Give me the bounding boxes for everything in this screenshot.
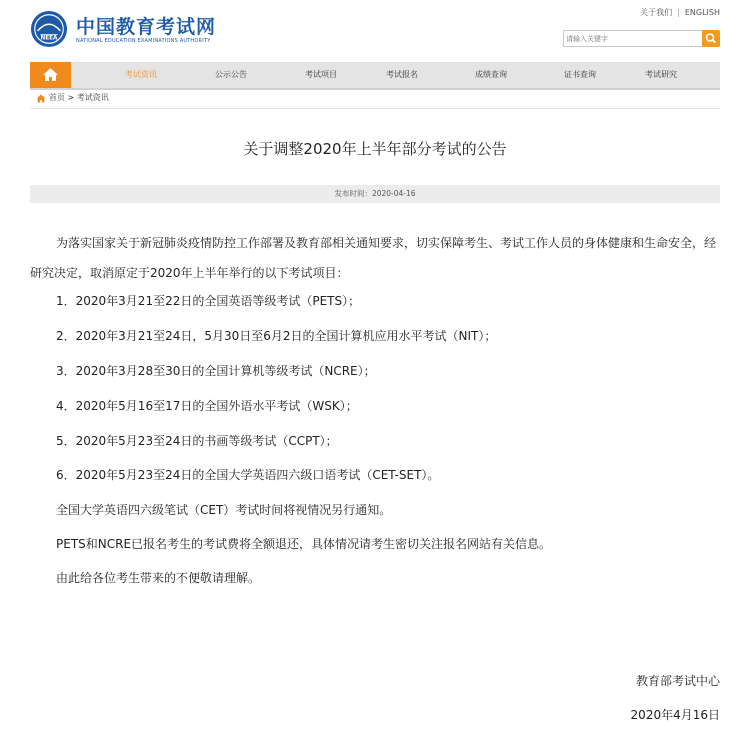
search-box	[563, 30, 720, 47]
signature: 教育部考试中心	[635, 674, 720, 688]
list-item: 4．2020年5月16至17日的全国外语水平考试（WSK）；	[56, 399, 358, 413]
breadcrumb-current[interactable]: 考试资讯	[76, 93, 109, 102]
article-intro: 为落实国家关于新冠肺炎疫情防控工作部署及教育部相关通知要求，切实保障考生、考试工作人员的身体健康和生命安全，经研究决定，取消原定于2020年上半年举行的以下考试项目：	[30, 236, 717, 280]
breadcrumb-separator: >	[67, 93, 75, 102]
publish-date-bar	[30, 185, 720, 203]
nav-item-score-query[interactable]: 成绩查询	[475, 70, 507, 79]
publish-label: 发布时间：	[334, 189, 372, 198]
nav-item-exam-research[interactable]: 考试研究	[645, 70, 677, 79]
link-separator: |	[677, 8, 680, 17]
search-input[interactable]	[563, 30, 703, 47]
breadcrumb-divider	[30, 108, 720, 109]
nav-home-button[interactable]	[30, 62, 71, 88]
search-button[interactable]	[702, 30, 720, 47]
nav-item-exam-news[interactable]: 考试资讯	[125, 70, 157, 79]
breadcrumb-home-link[interactable]: 首页	[49, 93, 65, 102]
breadcrumb-home-icon	[36, 94, 46, 103]
logo-subtitle: NATIONAL EDUCATION EXAMINATIONS AUTHORITY	[76, 38, 211, 44]
home-icon	[30, 62, 71, 88]
nav-item-announcements[interactable]: 公示公告	[215, 70, 247, 79]
list-item: 1．2020年3月21至22日的全国英语等级考试（PETS）；	[56, 294, 361, 308]
logo-title: 中国教育考试网	[76, 16, 217, 38]
neea-emblem-icon	[30, 10, 68, 48]
nav-item-exam-projects[interactable]: 考试项目	[305, 70, 337, 79]
site-logo[interactable]	[30, 8, 230, 52]
svg-text:NEEA: NEEA	[40, 35, 58, 42]
english-link[interactable]: ENGLISH	[684, 8, 720, 17]
publish-date: 2020-04-16	[371, 189, 416, 198]
page-wrapper	[30, 0, 720, 749]
list-item: 3．2020年3月28至30日的全国计算机等级考试（NCRE）；	[56, 364, 376, 378]
main-nav	[30, 62, 720, 90]
article-title: 关于调整2020年上半年部分考试的公告	[243, 140, 507, 158]
note-paragraph: PETS和NCRE已报名考生的考试费将全额退还，具体情况请考生密切关注报名网站有关信息。	[56, 537, 552, 551]
signature-date: 2020年4月16日	[630, 708, 720, 722]
about-us-link[interactable]: 关于我们	[640, 8, 673, 17]
note-paragraph: 全国大学英语四六级笔试（CET）考试时间将视情况另行通知。	[56, 503, 392, 517]
search-icon	[702, 30, 720, 47]
breadcrumb	[36, 92, 109, 104]
list-item: 6．2020年5月23至24日的全国大学英语四六级口语考试（CET-SET）。	[56, 468, 440, 482]
nav-item-certificate-query[interactable]: 证书查询	[564, 70, 596, 79]
note-paragraph: 由此给各位考生带来的不便敬请理解。	[56, 571, 261, 585]
nav-item-registration[interactable]: 考试报名	[386, 70, 418, 79]
list-item: 2．2020年3月21至24日，5月30日至6月2日的全国计算机应用水平考试（NIT）；	[56, 329, 497, 343]
list-item: 5．2020年5月23至24日的书画等级考试（CCPT）；	[56, 434, 338, 448]
top-links	[640, 7, 720, 18]
